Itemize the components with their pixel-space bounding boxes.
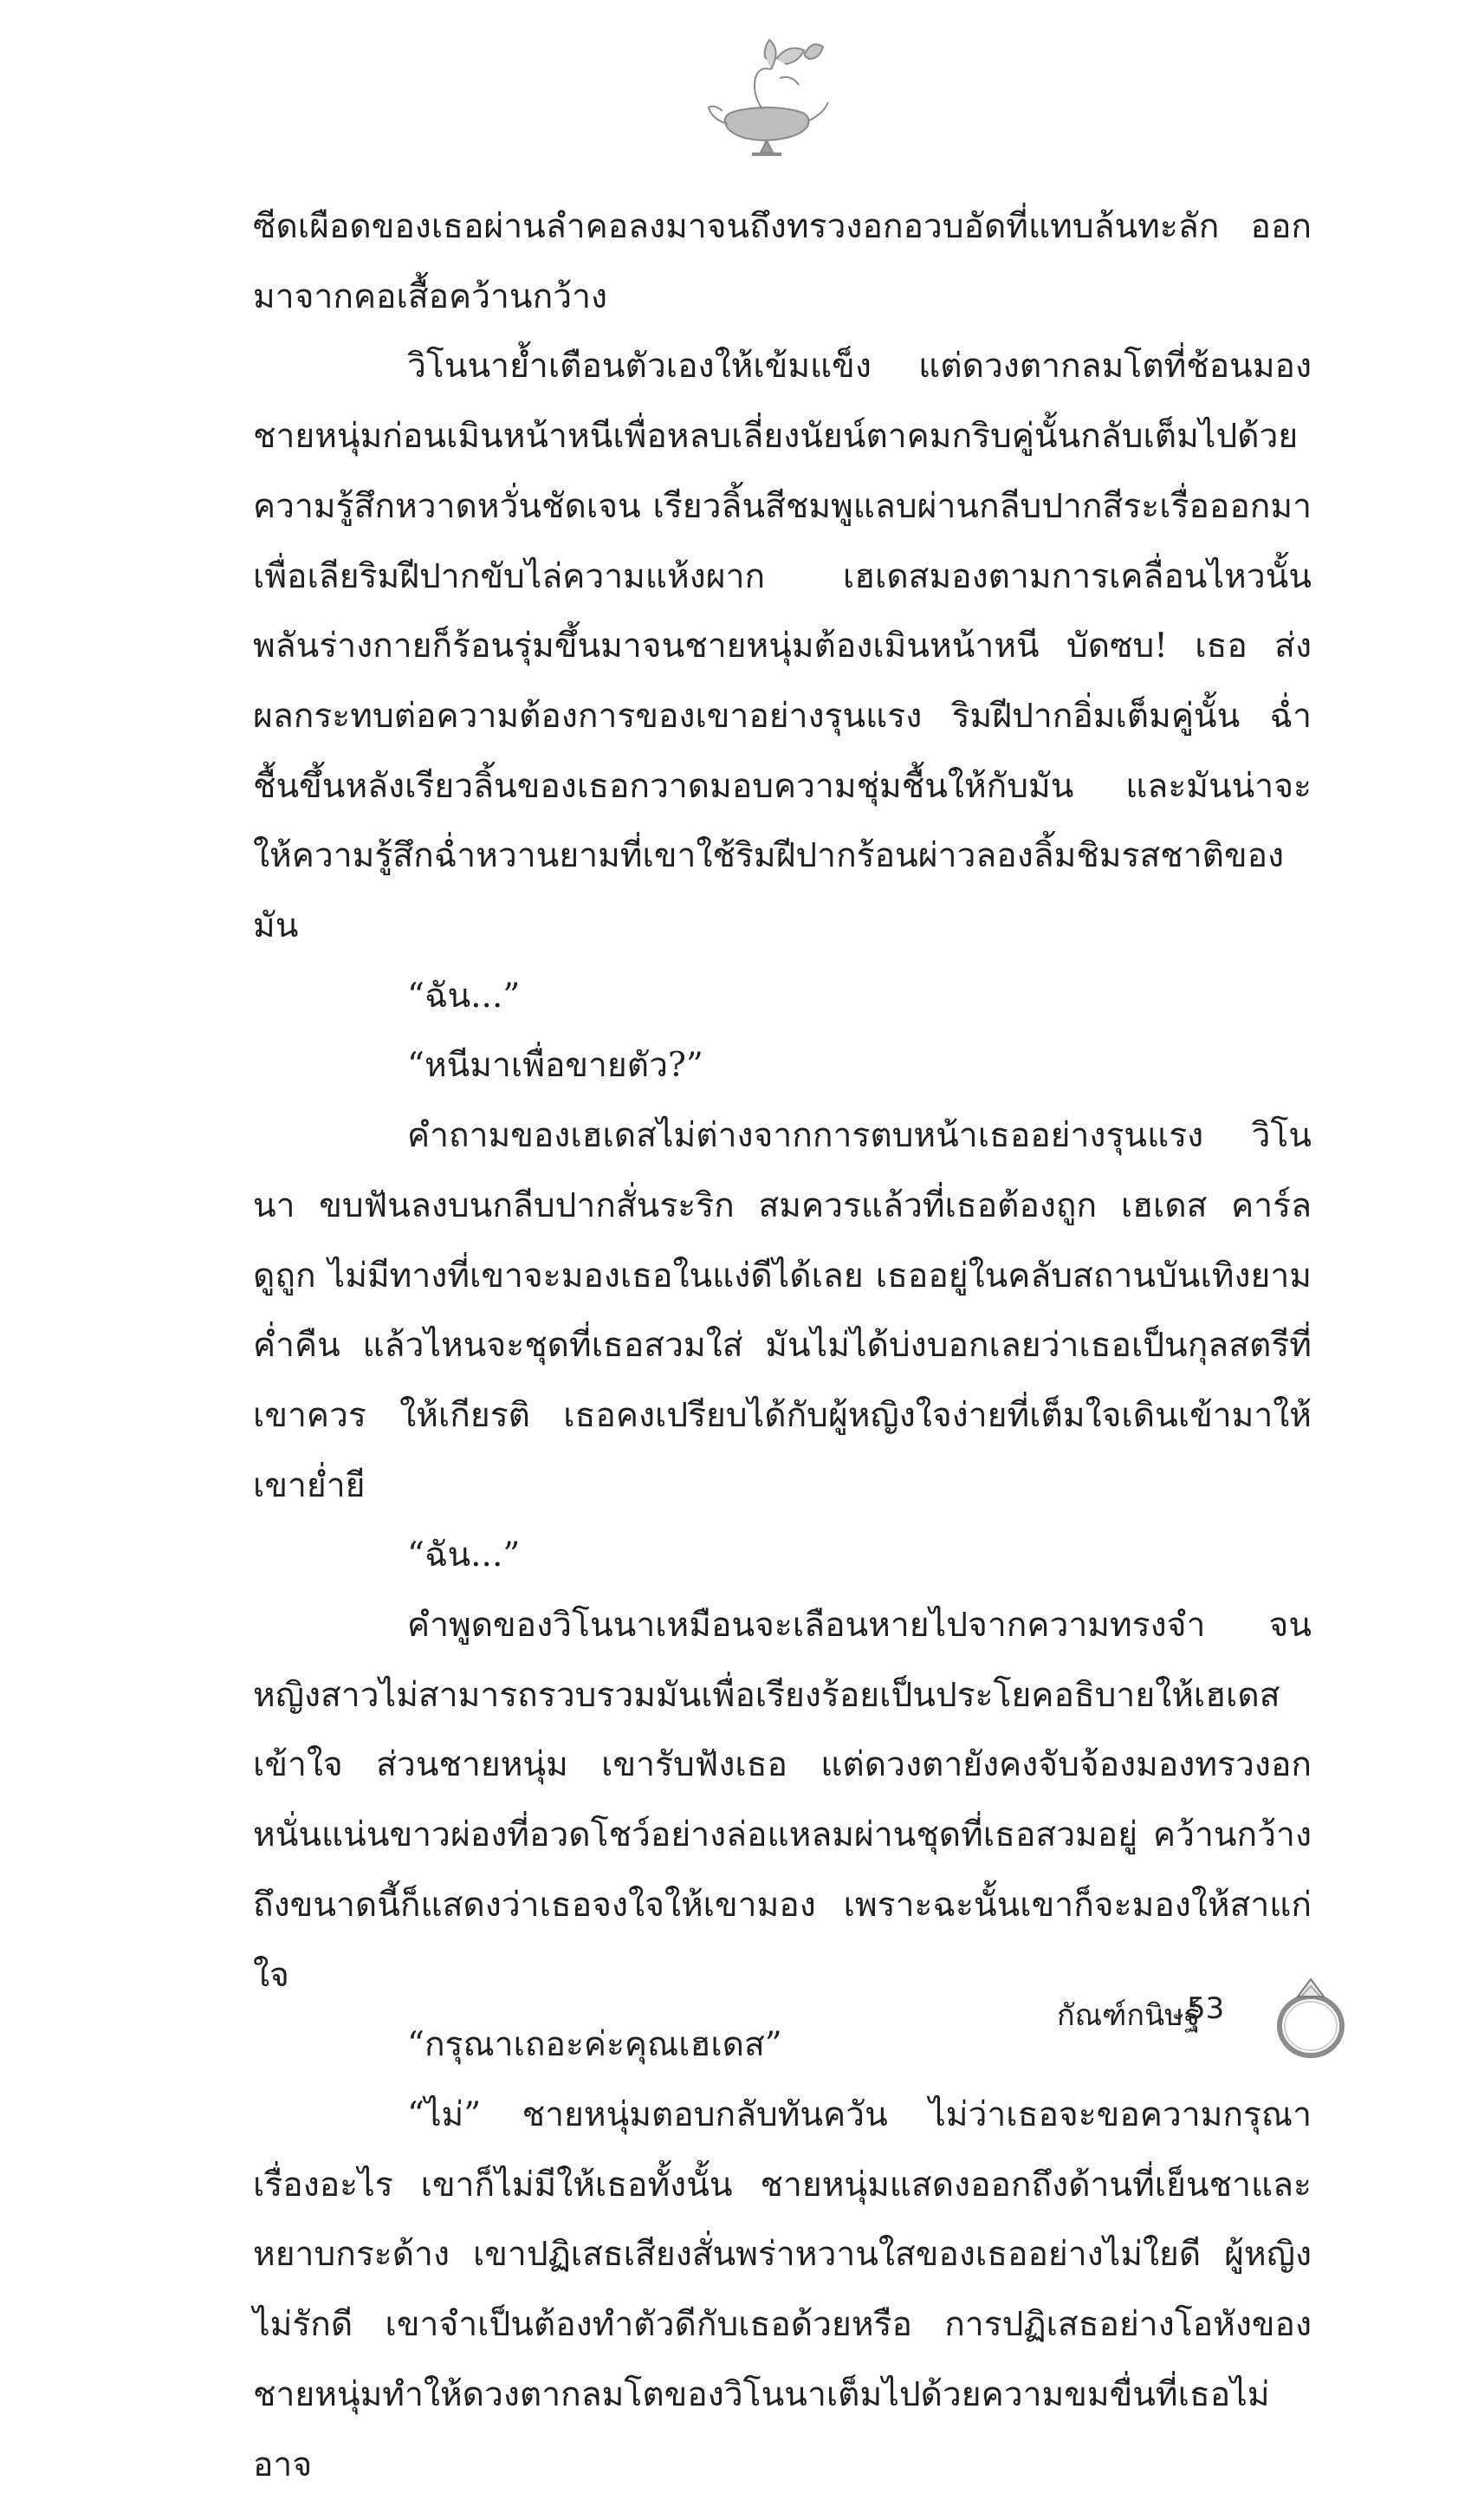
diamond-ring-icon	[1263, 1967, 1358, 2062]
paragraph-1: ซีดเผือดของเธอผ่านลำคอลงมาจนถึงทรวงอกอวบอัดที่แทบล้นทะลัก ออกมาจากคอเสื้อคว้านกว้าง	[253, 207, 1312, 316]
cupid-genie-lamp-icon	[702, 24, 832, 163]
dialogue-line-3: “ฉัน...”	[407, 1536, 521, 1575]
main-text	[253, 192, 1312, 2500]
paragraph-3: คำถามของเฮเดสไม่ต่างจากการตบหน้าเธออย่างรุนแรง วิโนนา ขบฟันลงบนกลีบปากสั่นระริก สมควรแล้วที่เธอต้องถูก เฮเดส คาร์ล ดูถูก ไม่มีทางที่เขาจะมองเธอในแง่ดีได้เลย เธออยู่ในคลับสถานบันเทิงยามค่ำคืน แล้วไหนจะชุดที่เธอสวมใส่ มันไม่ได้บ่งบอกเลยว่าเธอเป็นกุลสตรีที่เขาควร ให้เกียรติ เธอคงเปรียบได้กับผู้หญิงใจง่ายที่เต็มใจเดินเข้ามาให้เขาย่ำยี	[253, 1116, 1312, 1505]
dialogue-line-1: “ฉัน...”	[407, 976, 521, 1016]
paragraph-5: “ไม่” ชายหนุ่มตอบกลับทันควัน ไม่ว่าเธอจะขอความกรุณา เรื่องอะไร เขาก็ไม่มีให้เธอทั้งนั้น ชายหนุ่มแสดงออกถึงด้านที่เย็นชาและ หยาบกระด้าง เขาปฏิเสธเสียงสั่นพร่าหวานใสของเธออย่างไม่ใยดี ผู้หญิง ไม่รักดี เขาจำเป็นต้องทำตัวดีกับเธอด้วยหรือ การปฏิเสธอย่างโอหังของ ชายหนุ่มทำให้ดวงตากลมโตของวิโนนาเต็มไปด้วยความขมขื่นที่เธอไม่อาจ	[253, 2094, 1312, 2484]
book-title: กัณฑ์กนิษฐ์	[1057, 1998, 1201, 2033]
paragraph-4: คำพูดของวิโนนาเหมือนจะเลือนหายไปจากความทรงจำ จน หญิงสาวไม่สามารถรวบรวมมันเพื่อเรียงร้อยเป็นประโยคอธิบายให้เฮเดส เข้าใจ ส่วนชายหนุ่ม เขารับฟังเธอ แต่ดวงตายังคงจับจ้องมองทรวงอก หนั่นแน่นขาวผ่องที่อวดโชว์อย่างล่อแหลมผ่านชุดที่เธอสวมอยู่ คว้านกว้าง ถึงขนาดนี้ก็แสดงว่าเธอจงใจให้เขามอง เพราะฉะนั้นเขาก็จะมองให้สาแก่ใจ	[253, 1606, 1312, 1995]
page-number: 53	[1187, 1991, 1225, 2026]
page-footer	[1057, 1967, 1317, 2045]
dialogue-line-4: “กรุณาเถอะค่ะคุณเฮเดส”	[407, 2025, 782, 2065]
paragraph-2: วิโนนาย้ำเตือนตัวเองให้เข้มแข็ง แต่ดวงตากลมโตที่ช้อนมอง ชายหนุ่มก่อนเมินหน้าหนีเพื่อหลบเลี่ยงนัยน์ตาคมกริบคู่นั้นกลับเต็มไปด้วย ความรู้สึกหวาดหวั่นชัดเจน เรียวลิ้นสีชมพูแลบผ่านกลีบปากสีระเรื่อออกมา เพื่อเลียริมฝีปากขับไล่ความแห้งผาก เฮเดสมองตามการเคลื่อนไหวนั้น พลันร่างกายก็ร้อนรุ่มขึ้นมาจนชายหนุ่มต้องเมินหน้าหนี บัดซบ! เธอ ส่งผลกระทบต่อความต้องการของเขาอย่างรุนแรง ริมฝีปากอิ่มเต็มคู่นั้น ฉ่ำชื้นขึ้นหลังเรียวลิ้นของเธอกวาดมอบความชุ่มชื้นให้กับมัน และมันน่าจะ ให้ความรู้สึกฉ่ำหวานยามที่เขาใช้ริมฝีปากร้อนผ่าวลองลิ้มชิมรสชาติของมัน	[253, 347, 1312, 946]
dialogue-line-2: “หนีมาเพื่อขายตัว?”	[407, 1046, 703, 1086]
